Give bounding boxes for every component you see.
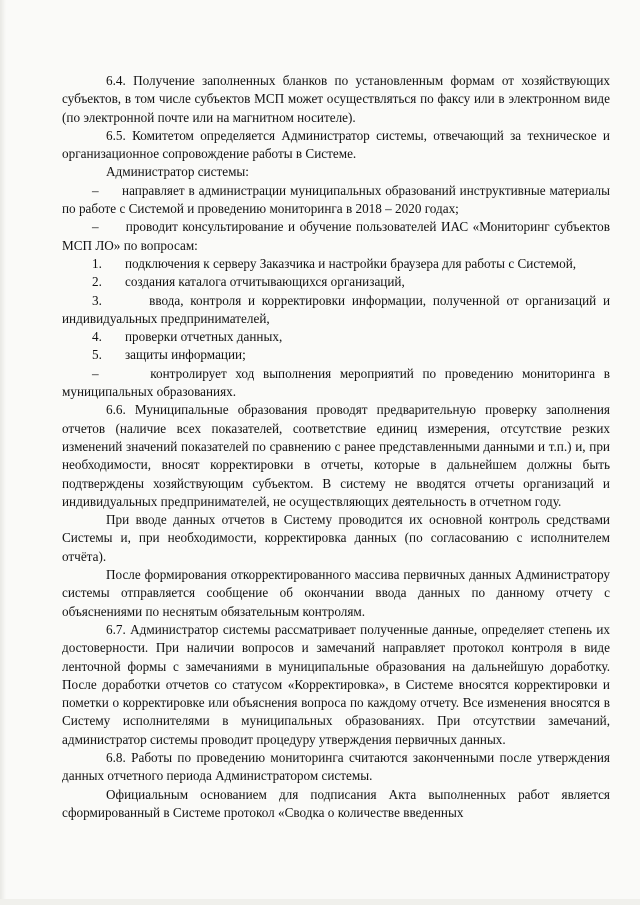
- paragraph-6-5: 6.5. Комитетом определяется Администратор системы, отвечающий за техническое и организационное сопровождение работы в Системе.: [62, 127, 610, 162]
- paragraph-6-7: 6.7. Администратор системы рассматривает полученные данные, определяет степень их достоверности. При наличии вопросов и замечаний направляет протокол контроля в виде ленточной формы с замечаниями в муниципальные образования на дальнейшую доработку. После доработки отчетов со статусом «Корректировка», в Системе вносятся корректировки и пометки о корректировке или объяснения вопроса по каждому отчету. Все изменения вносятся в Систему исполнителями в муниципальных образованиях. При отсутствии замечаний, администратор системы проводит процедуру утверждения первичных данных.: [62, 621, 610, 747]
- list-number: 3.: [92, 292, 102, 308]
- paragraph-6-4: 6.4. Получение заполненных бланков по установленным формам от хозяйствующих субъектов, в том числе субъектов МСП может осуществляться по факсу или в электронном виде (по электронной почте или на магнитном носителе).: [62, 73, 610, 125]
- list-item-1: [62, 255, 610, 273]
- list-text: проверки отчетных данных,: [124, 329, 283, 345]
- paragraph-6-6: 6.6. Муниципальные образования проводят предварительную проверку заполнения отчетов (наличие всех показателей, соответствие единиц измерения, отсутствие резких изменений значений показателей по сравнению с ранее представленными данными и т.п.) и, при необходимости, вносят корректировки в отчеты, которые в дальнейшем должны быть подтверждены хозяйствующим субъектом. В систему не вводятся отчеты организаций и индивидуальных предпринимателей, не осуществляющих деятельность в отчетном году.: [62, 402, 610, 509]
- scan-edge: [0, 0, 6, 905]
- list-item-5: [62, 346, 610, 364]
- list-item-4: [62, 328, 610, 346]
- list-text: создания каталога отчитывающихся организаций,: [124, 274, 405, 290]
- admin-intro: Администратор системы:: [106, 164, 249, 180]
- list-item-2: [62, 273, 610, 291]
- scan-bottom-edge: [0, 899, 640, 905]
- bullet-dash: –: [92, 182, 99, 198]
- paragraph-official-basis: Официальным основанием для подписания Акта выполненных работ является сформированный в Системе протокол «Сводка о количестве введенных: [62, 786, 610, 820]
- list-number: 4.: [92, 329, 102, 345]
- list-number: 5.: [92, 347, 102, 363]
- bullet-dash: –: [92, 219, 99, 235]
- list-number: 2.: [92, 274, 102, 290]
- bullet-consults: [62, 218, 610, 255]
- document-body: [62, 72, 610, 822]
- bullet-text: проводит консультирование и обучение пользователей ИАС «Мониторинг субъектов МСП ЛО» по вопросам:: [62, 219, 610, 253]
- paragraph-after-correction: После формирования откорректированного массива первичных данных Администратору системы отправляется сообщение об окончании ввода данных по данному отчету с объяснениями по неснятым обязательным контролям.: [62, 567, 610, 619]
- list-text: ввода, контроля и корректировки информации, полученной от организаций и индивидуальных предпринимателей,: [62, 292, 611, 326]
- bullet-controls: [62, 365, 610, 402]
- bullet-text: направляет в администрации муниципальных образований инструктивные материалы по работе с Системой и проведению мониторинга в 2018 – 2020 годах;: [62, 182, 610, 217]
- paragraph-data-entry: При вводе данных отчетов в Систему проводится их основной контроль средствами Системы и, при необходимости, корректировка данных (по согласованию с исполнителем отчёта).: [62, 512, 610, 564]
- list-number: 1.: [92, 255, 102, 271]
- paragraph-6-8: 6.8. Работы по проведению мониторинга считаются законченными после утверждения данных отчетного периода Администратором системы.: [62, 749, 610, 784]
- list-text: защиты информации;: [124, 347, 246, 363]
- list-text: подключения к серверу Заказчика и настройки браузера для работы с Системой,: [124, 255, 577, 271]
- list-item-3: [62, 292, 610, 329]
- bullet-dash: –: [92, 365, 99, 381]
- bullet-directs: [62, 182, 610, 219]
- bullet-text: контролирует ход выполнения мероприятий по проведению мониторинга в муниципальных образованиях.: [62, 365, 611, 400]
